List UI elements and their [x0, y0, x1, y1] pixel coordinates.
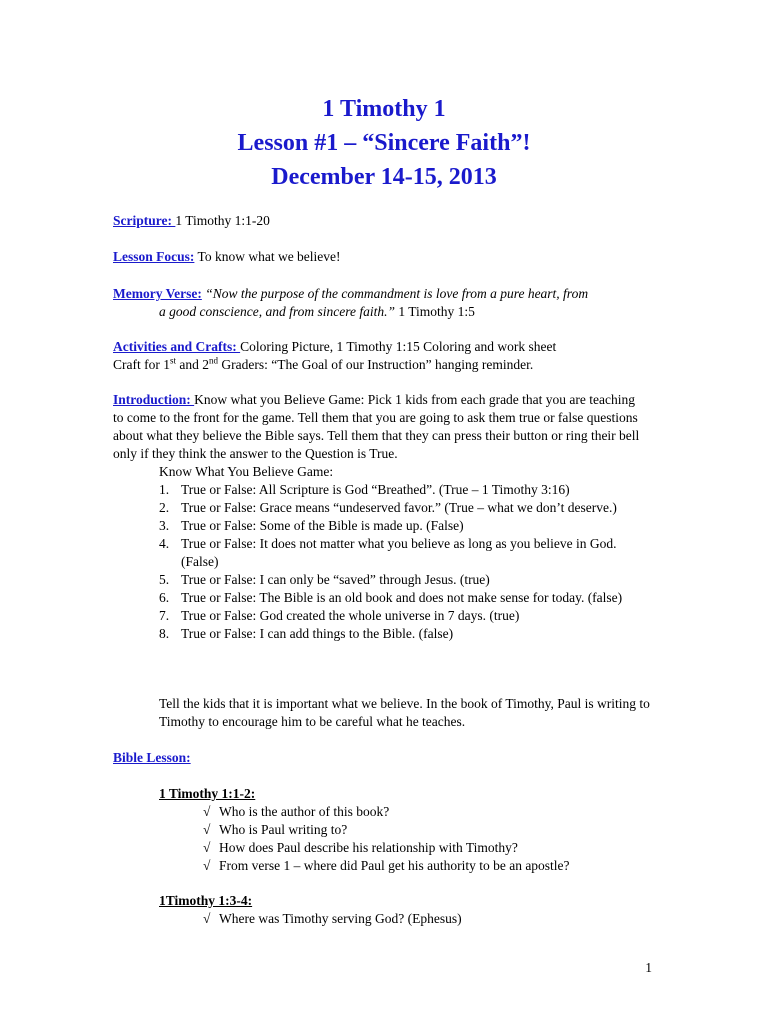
section-2-heading: 1Timothy 1:3-4:: [159, 893, 253, 908]
section-1-heading: 1 Timothy 1:1-2:: [159, 786, 256, 801]
list-item: √ How does Paul describe his relationship with Timothy?: [203, 840, 518, 855]
list-item: 4. True or False: It does not matter what you believe as long as you believe in God. (False): [159, 536, 617, 569]
true-false-list: [159, 481, 649, 643]
list-item: √ Who is the author of this book?: [203, 804, 390, 819]
lesson-focus-text: To know what we believe!: [194, 249, 341, 264]
lesson-focus-line: [113, 248, 643, 266]
title-line-2: Lesson #1 – “Sincere Faith”!: [237, 130, 531, 156]
memory-verse-line-1: “Now the purpose of the commandment is love from a pure heart, from: [205, 286, 589, 301]
lesson-focus-label: Lesson Focus:: [113, 249, 195, 264]
introduction-label: Introduction:: [113, 392, 195, 407]
title-line-1: 1 Timothy 1: [322, 96, 446, 122]
memory-verse-ref: 1 Timothy 1:5: [394, 304, 475, 319]
craft-line: Craft for 1st and 2nd Graders: “The Goal of our Instruction” hanging reminder.: [113, 355, 534, 372]
check-icon: √: [203, 822, 211, 837]
section-2-questions: [203, 910, 643, 928]
memory-verse-line-2: a good conscience, and from sincere faith.”: [159, 304, 395, 319]
list-item: 1. True or False: All Scripture is God “Breathed”. (True – 1 Timothy 3:16): [159, 482, 570, 497]
activities-crafts: [113, 338, 643, 374]
page-number: 1: [645, 960, 652, 975]
list-item: 2. True or False: Grace means “undeserved favor.” (True – what we don’t deserve.): [159, 500, 617, 515]
check-icon: √: [203, 840, 211, 855]
scripture-line: [113, 212, 643, 230]
section-1-questions: [203, 803, 643, 875]
check-icon: √: [203, 858, 211, 873]
list-item: √ From verse 1 – where did Paul get his authority to be an apostle?: [203, 858, 570, 873]
game-title: Know What You Believe Game:: [159, 464, 334, 479]
activities-label: Activities and Crafts:: [113, 339, 241, 354]
list-item: 3. True or False: Some of the Bible is made up. (False): [159, 518, 464, 533]
memory-verse: [113, 285, 643, 321]
document-title: [0, 92, 768, 194]
list-item: 6. True or False: The Bible is an old book and does not make sense for today. (false): [159, 590, 623, 605]
title-line-3: December 14-15, 2013: [271, 164, 497, 190]
list-item: 5. True or False: I can only be “saved” through Jesus. (true): [159, 572, 490, 587]
closing-paragraph: Tell the kids that it is important what we believe. In the book of Timothy, Paul is writing to Timothy to encourage him to be careful what he teaches.: [159, 696, 650, 729]
bible-lesson-label: Bible Lesson:: [113, 750, 191, 765]
list-item: 8. True or False: I can add things to the Bible. (false): [159, 626, 454, 641]
activities-line-1: Coloring Picture, 1 Timothy 1:15 Coloring and work sheet: [240, 339, 557, 354]
check-icon: √: [203, 804, 211, 819]
list-item: 7. True or False: God created the whole universe in 7 days. (true): [159, 608, 520, 623]
introduction: [113, 391, 645, 463]
scripture-text: 1 Timothy 1:1-20: [175, 213, 270, 228]
bible-lesson-heading: [113, 749, 643, 767]
check-icon: √: [203, 911, 211, 926]
scripture-label: Scripture:: [113, 213, 176, 228]
introduction-text: Know what you Believe Game: Pick 1 kids from each grade that you are teaching to come to the front for the game. Tell them that you are going to ask them true or false questions about what they believe the Bible says. Tell them that they can press their button or ring their bell only if they think the answer to the Question is True.: [113, 392, 640, 461]
list-item: √ Where was Timothy serving God? (Ephesus): [203, 911, 462, 926]
memory-verse-label: Memory Verse:: [113, 286, 202, 301]
list-item: √ Who is Paul writing to?: [203, 822, 348, 837]
